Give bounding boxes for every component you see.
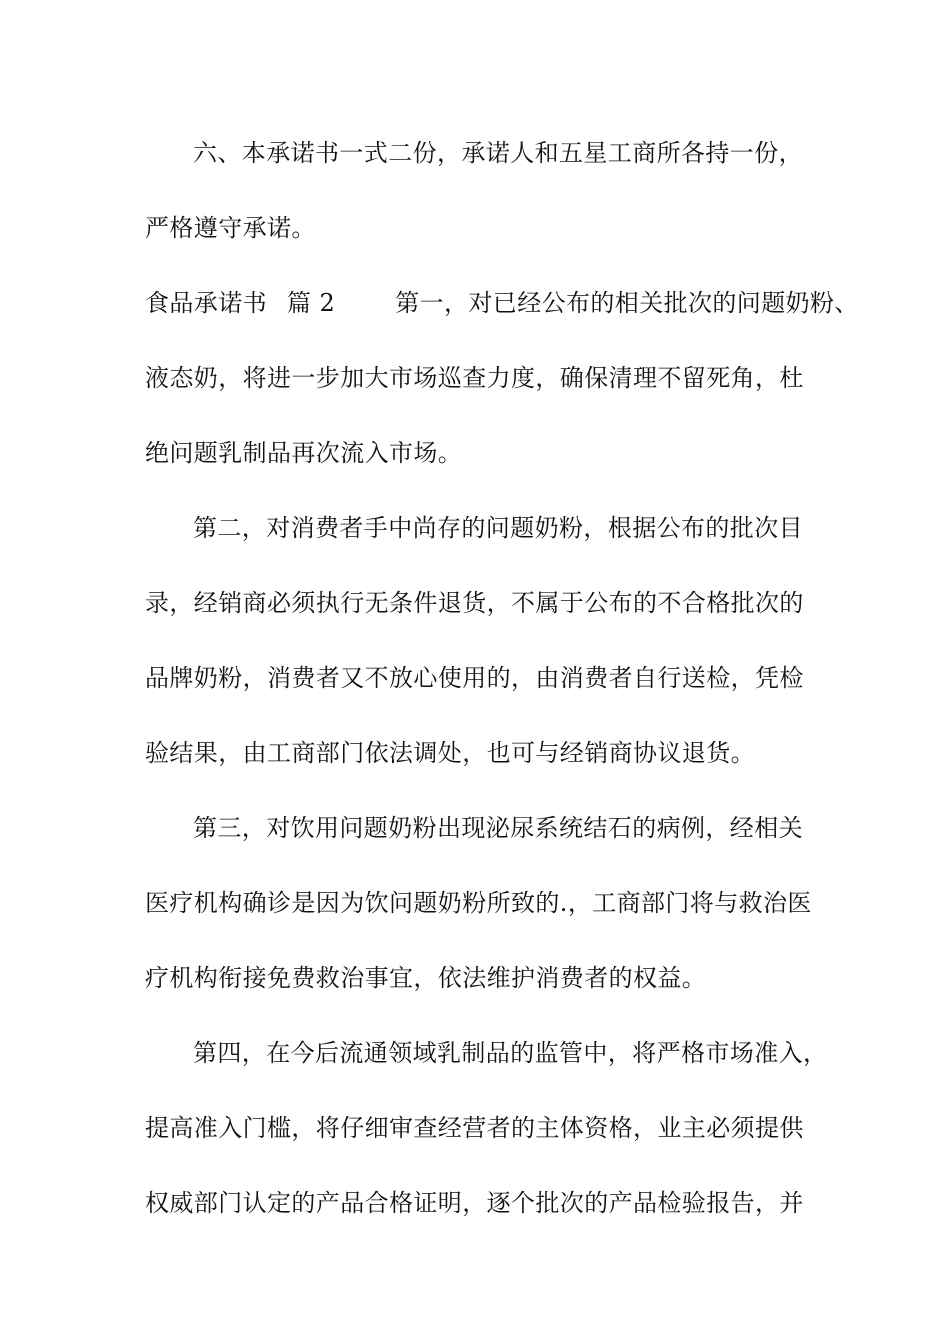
paragraph-line-11: 疗机构衔接免费救治事宜，依法维护消费者的权益。 [145, 964, 707, 992]
paragraph-line-5: 第二，对消费者手中尚存的问题奶粉，根据公布的批次目 [193, 514, 803, 542]
paragraph-line-6: 录，经销商必须执行无条件退货，不属于公布的不合格批次的 [145, 589, 804, 617]
paragraph-line-7: 品牌奶粉，消费者又不放心使用的，由消费者自行送检，凭检 [145, 664, 804, 692]
paragraph-line-12: 第四，在今后流通领域乳制品的监管中，将严格市场准入， [193, 1039, 828, 1067]
paragraph-line-10: 医疗机构确诊是因为饮问题奶粉所致的.，工商部门将与救治医 [145, 889, 812, 917]
paragraph-line-1: 六、本承诺书一式二份，承诺人和五星工商所各持一份， [193, 139, 803, 167]
paragraph-line-4: 绝问题乳制品再次流入市场。 [145, 439, 463, 467]
paragraph-line-9: 第三，对饮用问题奶粉出现泌尿系统结石的病例，经相关 [193, 814, 803, 842]
paragraph-line-2: 严格遵守承诺。 [145, 214, 316, 242]
paragraph-line-3: 液态奶，将进一步加大市场巡查力度，确保清理不留死角，杜 [145, 364, 804, 392]
paragraph-line-14: 权威部门认定的产品合格证明，逐个批次的产品检验报告，并 [145, 1189, 804, 1217]
section-label: 篇 2 [287, 289, 336, 317]
section-heading-row [145, 286, 859, 320]
document-title: 食品承诺书 [145, 289, 267, 317]
paragraph-line-13: 提高准入门槛，将仔细审查经营者的主体资格，业主必须提供 [145, 1114, 804, 1142]
first-clause-start: 第一，对已经公布的相关批次的问题奶粉、 [395, 289, 859, 317]
paragraph-line-8: 验结果，由工商部门依法调处，也可与经销商协议退货。 [145, 739, 755, 767]
